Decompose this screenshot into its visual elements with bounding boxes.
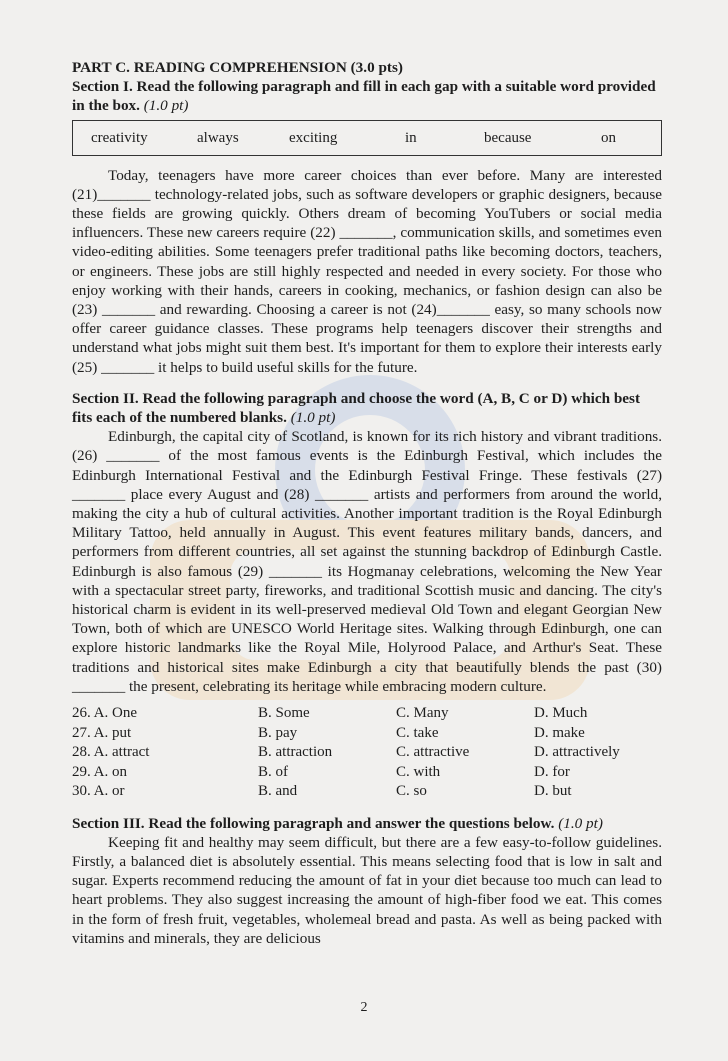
option: 26. A. One: [72, 705, 137, 722]
option: 30. A. or: [72, 783, 125, 800]
section2-title: Section II. Read the following paragraph and choose the word (A, B, C or D) which best fits each of the numbered blanks. (1.0 pt): [72, 389, 641, 427]
option: C. Many: [396, 705, 449, 722]
option: D. make: [534, 724, 585, 741]
section1-title: Section I. Read the following paragraph and fill in each gap with a suitable word provided in the box. (1.0 pt): [72, 78, 656, 115]
word-box-item: on: [601, 129, 616, 146]
section3-paragraph: Keeping fit and healthy may seem difficult, but there are a few easy-to-follow guidelines. Firstly, a balanced diet is absolutely essential. This means selecting food that is low in salt and sugar. Experts recommend reducing the amount of fat in your diet because too much can lead to heart problems. They also suggest increasing the amount of high-fiber food we eat. This comes in the form of fresh fruit, vegetables, wholemeal bread and pasta. As well as being packed with vitamins and minerals, they are delicious: [72, 833, 662, 947]
option: C. so: [396, 783, 427, 800]
option: B. Some: [258, 705, 310, 722]
word-box-item: because: [484, 129, 532, 146]
option: B. pay: [258, 724, 298, 741]
option: B. and: [258, 783, 298, 800]
option: D. but: [534, 783, 572, 800]
answer-options: [72, 704, 662, 802]
page-number: 2: [360, 1000, 368, 1015]
part-title: PART C. READING COMPREHENSION (3.0 pts): [72, 59, 403, 76]
word-box-item: in: [405, 129, 417, 146]
option: D. attractively: [534, 744, 620, 761]
option: C. attractive: [396, 744, 470, 761]
option: 29. A. on: [72, 763, 128, 780]
document-page: [72, 58, 662, 948]
word-box: [72, 120, 662, 156]
section3-title: Section III. Read the following paragraph and answer the questions below. (1.0 pt): [72, 814, 603, 832]
option: C. take: [396, 724, 439, 741]
option: 27. A. put: [72, 724, 132, 741]
option: 28. A. attract: [72, 744, 150, 761]
option: D. for: [534, 763, 570, 780]
section1-paragraph: Today, teenagers have more career choices than ever before. Many are interested (21)_______ technology-related jobs, such as software developers or graphic designers, because these fields are growing quickly. Others dream of becoming YouTubers or social media influencers. These new careers require (22) _______, communication skills, and sometimes even video-editing abilities. Some teenagers prefer traditional paths like becoming doctors, teachers, or engineers. These jobs are still highly respected and needed in every society. For those who enjoy working with their hands, careers in cooking, mechanics, or fashion design can also be (23) _______ and rewarding. Choosing a career is not (24)_______ easy, so many schools now offer career guidance classes. These programs help teenagers discover their strengths and understand what jobs might suit them best. It's important for them to explore their interests early (25) _______ it helps to build useful skills for the future.: [72, 166, 662, 376]
option: C. with: [396, 763, 441, 780]
section2-paragraph: Edinburgh, the capital city of Scotland, is known for its rich history and vibrant traditions. (26) _______ of the most famous events is the Edinburgh Festival, which includes the Edinburgh International Festival and the Edinburgh Festival Fringe. These festivals (27) _______ place every August and (28) _______ artists and performers from around the world, making the city a hub of cultural activities. Another important tradition is the Royal Edinburgh Military Tattoo, held annually in August. This event features military bands, dancers, and performers from different countries, all set against the stunning backdrop of Edinburgh Castle. Edinburgh is also famous (29) _______ its Hogmanay celebrations, welcoming the New Year with a spectacular street party, fireworks, and traditional Scottish music and dancing. The city's historical charm is evident in its well-preserved medieval Old Town and elegant Georgian New Town, both of which are UNESCO World Heritage sites. Walking through Edinburgh, one can explore historic landmarks like the Royal Mile, Holyrood Palace, and Arthur's Seat. These traditions and historical sites make Edinburgh a city that beautifully blends the past (30) _______ the present, celebrating its heritage while embracing modern culture.: [72, 428, 662, 695]
option: B. of: [258, 763, 288, 780]
option: B. attraction: [258, 744, 333, 761]
option: D. Much: [534, 705, 588, 722]
word-box-item: exciting: [289, 129, 338, 146]
word-box-item: creativity: [91, 129, 148, 146]
word-box-item: always: [197, 129, 239, 146]
